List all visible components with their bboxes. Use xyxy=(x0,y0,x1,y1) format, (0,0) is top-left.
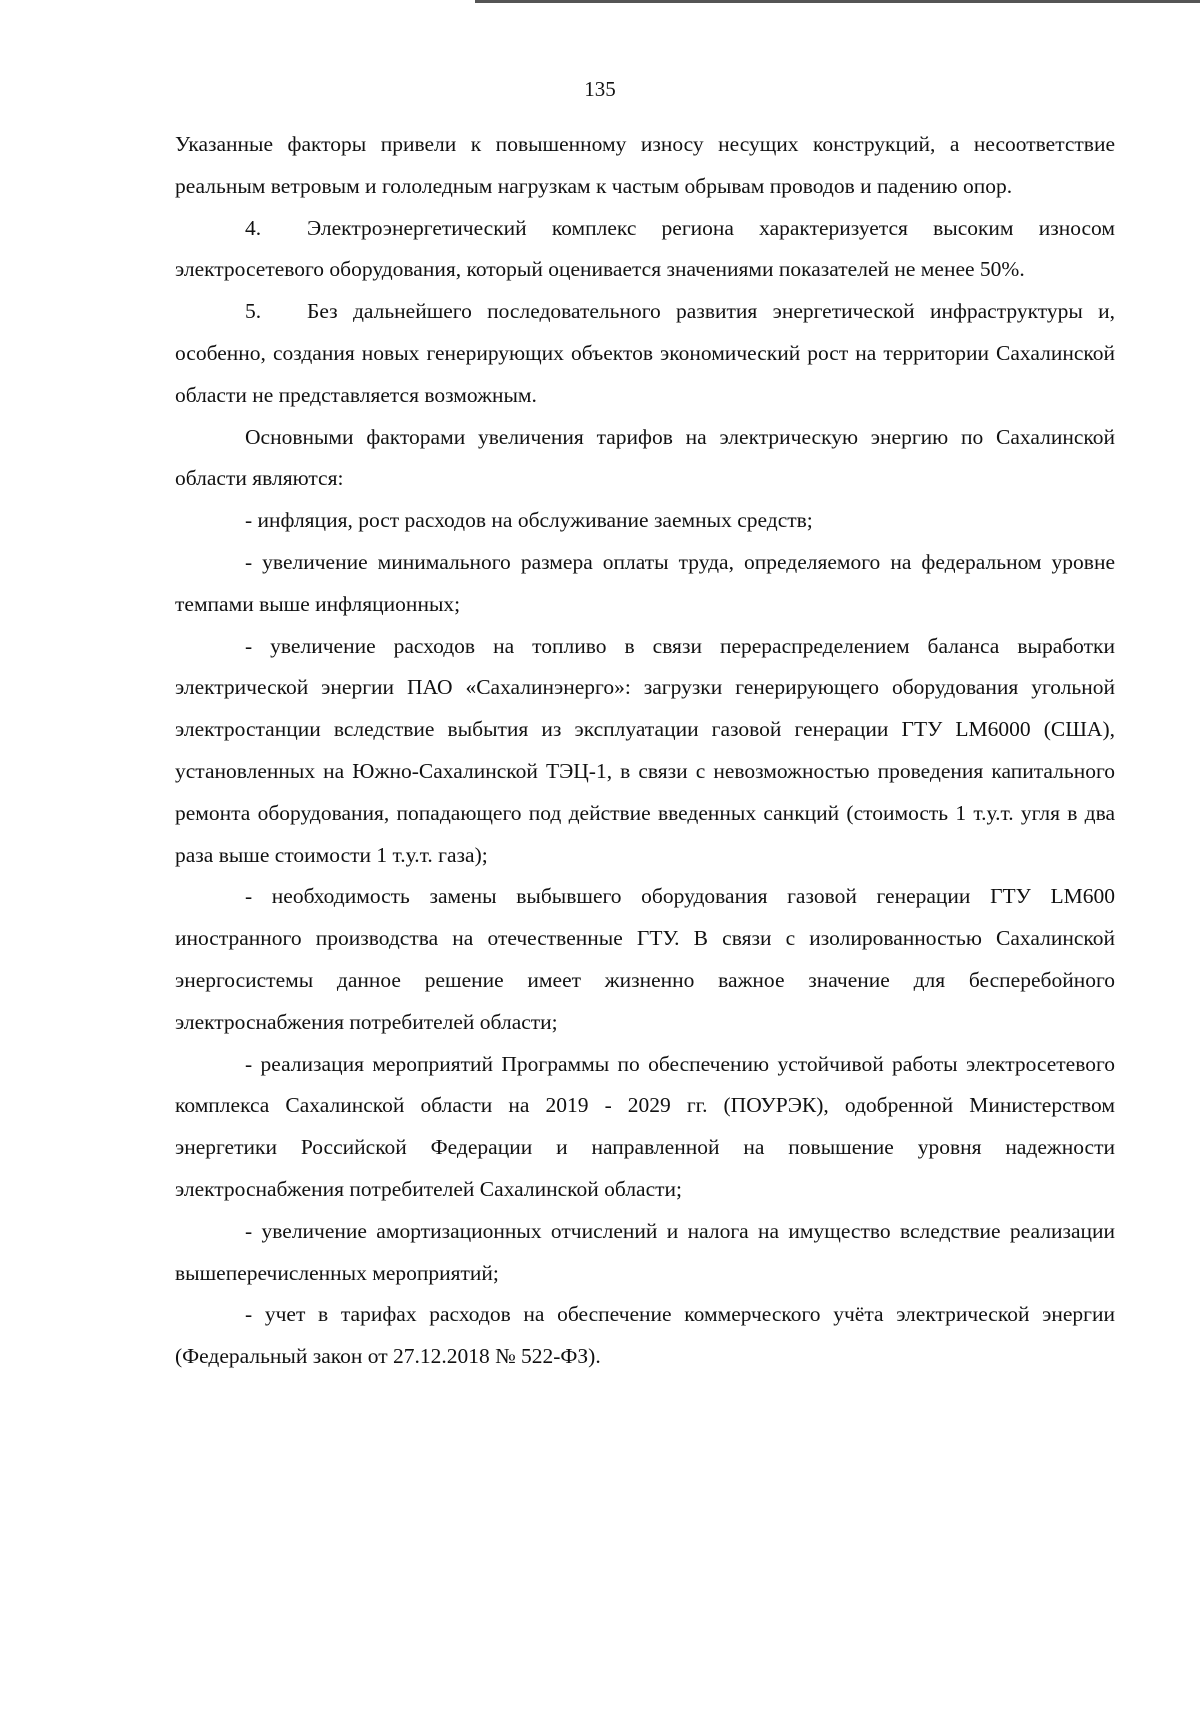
numbered-paragraph xyxy=(175,291,1115,416)
paragraph-text: Электроэнергетический комплекс региона характеризуется высоким износом электросетевого оборудования, который оценивается значениями показателей не менее 50%. xyxy=(175,215,1115,282)
list-item: - увеличение расходов на топливо в связи перераспределением баланса выработки электрической энергии ПАО «Сахалинэнерго»: загрузки генерирующего оборудования угольной электростанции вследствие выбытия из эксплуатации газовой генерации ГТУ LM6000 (США), установленных на Южно-Сахалинской ТЭЦ-1, в связи с невозможностью проведения капитального ремонта оборудования, попадающего под действие введенных санкций (стоимость 1 т.у.т. угля в два раза выше стоимости 1 т.у.т. газа); xyxy=(175,633,1115,867)
top-border-line xyxy=(475,0,1200,3)
list-item: - увеличение амортизационных отчислений и налога на имущество вследствие реализации вышеперечисленных мероприятий; xyxy=(175,1218,1115,1285)
paragraph: Основными факторами увеличения тарифов на электрическую энергию по Сахалинской области являются: xyxy=(175,424,1115,491)
numbered-paragraph xyxy=(175,208,1115,292)
body-text xyxy=(175,124,1115,1378)
list-item: - учет в тарифах расходов на обеспечение коммерческого учёта электрической энергии (Федеральный закон от 27.12.2018 № 522-ФЗ). xyxy=(175,1302,1115,1369)
list-item: - необходимость замены выбывшего оборудования газовой генерации ГТУ LM600 иностранного производства на отечественные ГТУ. В связи с изолированностью Сахалинской энергосистемы данное решение имеет жизненно важное значение для бесперебойного электроснабжения потребителей области; xyxy=(175,884,1115,1034)
paragraph-number: 4. xyxy=(245,215,262,240)
paragraph-number: 5. xyxy=(245,299,262,324)
list-item: - увеличение минимального размера оплаты труда, определяемого на федеральном уровне темпами выше инфляционных; xyxy=(175,549,1115,616)
list-item: - реализация мероприятий Программы по обеспечению устойчивой работы электросетевого комплекса Сахалинской области на 2019 - 2029 гг. (ПОУРЭК), одобренной Министерством энергетики Российской Федерации и направленной на повышение уровня надежности электроснабжения потребителей Сахалинской области; xyxy=(175,1051,1115,1201)
page-number: 135 xyxy=(584,77,616,101)
list-item: - инфляция, рост расходов на обслуживание заемных средств; xyxy=(245,508,813,533)
paragraph: Указанные факторы привели к повышенному износу несущих конструкций, а несоответствие реальным ветровым и гололедным нагрузкам к частым обрывам проводов и падению опор. xyxy=(175,132,1115,198)
paragraph-text: Без дальнейшего последовательного развития энергетической инфраструктуры и, особенно, создания новых генерирующих объектов экономический рост на территории Сахалинской области не представляется возможным. xyxy=(175,299,1115,407)
